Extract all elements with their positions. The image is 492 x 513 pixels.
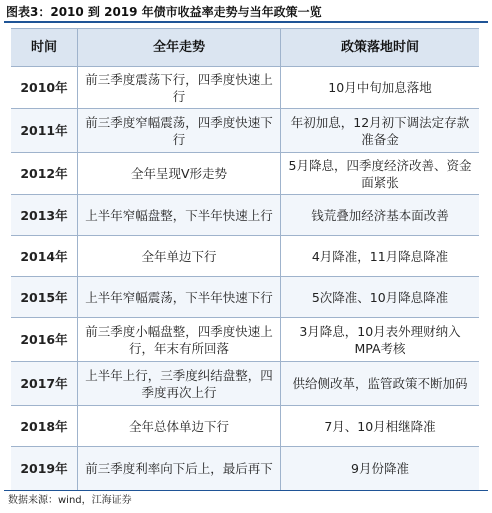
row-year: 2014年: [20, 248, 68, 264]
row-policy: 5次降准、10月降息降准: [280, 277, 479, 317]
row-year: 2018年: [20, 418, 68, 434]
row-trend: 全年呈现V形走势: [77, 153, 280, 194]
row-policy: 10月中旬加息落地: [280, 67, 479, 108]
table-row: [11, 236, 479, 277]
table-row: [11, 406, 479, 447]
row-year: 2012年: [20, 166, 68, 181]
row-trend: 前三季度利率向下后上，最后再下: [77, 447, 280, 490]
row-policy: 5月降息，四季度经济改善、资金面紧张: [280, 153, 479, 194]
row-trend: 上半年窄幅盘整，下半年快速上行: [77, 195, 280, 235]
table-row: [11, 362, 479, 406]
row-year: 2011年: [20, 123, 68, 138]
table-row: [11, 195, 479, 236]
row-policy: 钱荒叠加经济基本面改善: [280, 195, 479, 235]
row-policy: 7月、10月相继降准: [280, 406, 479, 446]
header-trend: 全年走势: [77, 29, 280, 66]
row-year: 2015年: [20, 289, 68, 305]
row-policy: 4月降准，11月降息降准: [280, 236, 479, 276]
table-row: [11, 277, 479, 318]
policy-table: [11, 28, 479, 491]
source-note: 数据来源：wind，江海证券: [8, 495, 132, 506]
row-year: 2013年: [20, 207, 68, 223]
table-row: [11, 447, 479, 491]
row-trend: 前三季度小幅盘整，四季度快速上行，年末有所回落: [77, 318, 280, 361]
row-year: 2016年: [20, 332, 68, 347]
row-trend: 上半年窄幅震荡，下半年快速下行: [77, 277, 280, 317]
row-year: 2010年: [20, 80, 68, 95]
row-policy: 9月份降准: [280, 447, 479, 490]
row-policy: 年初加息，12月初下调法定存款准备金: [280, 109, 479, 152]
row-year: 2019年: [20, 461, 68, 476]
row-trend: 前三季度窄幅震荡，四季度快速下行: [77, 109, 280, 152]
table-row: [11, 153, 479, 195]
source-divider: [4, 490, 488, 491]
row-year: 2017年: [20, 376, 68, 391]
header-year: 时间: [30, 40, 57, 55]
figure-title: 图表3：2010 到 2019 年债市收益率走势与当年政策一览: [6, 5, 322, 19]
table-row: [11, 318, 479, 362]
table-row: [11, 67, 479, 109]
title-divider: [4, 21, 488, 23]
header-policy: 政策落地时间: [280, 29, 479, 66]
table-header-row: [11, 29, 479, 67]
row-trend: 全年单边下行: [77, 236, 280, 276]
table-row: [11, 109, 479, 153]
row-trend: 上半年上行，三季度纠结盘整，四季度再次上行: [77, 362, 280, 405]
row-policy: 3月降息，10月表外理财纳入MPA考核: [280, 318, 479, 361]
row-trend: 全年总体单边下行: [77, 406, 280, 446]
row-trend: 前三季度震荡下行，四季度快速上行: [77, 67, 280, 108]
row-policy: 供给侧改革，监管政策不断加码: [280, 362, 479, 405]
